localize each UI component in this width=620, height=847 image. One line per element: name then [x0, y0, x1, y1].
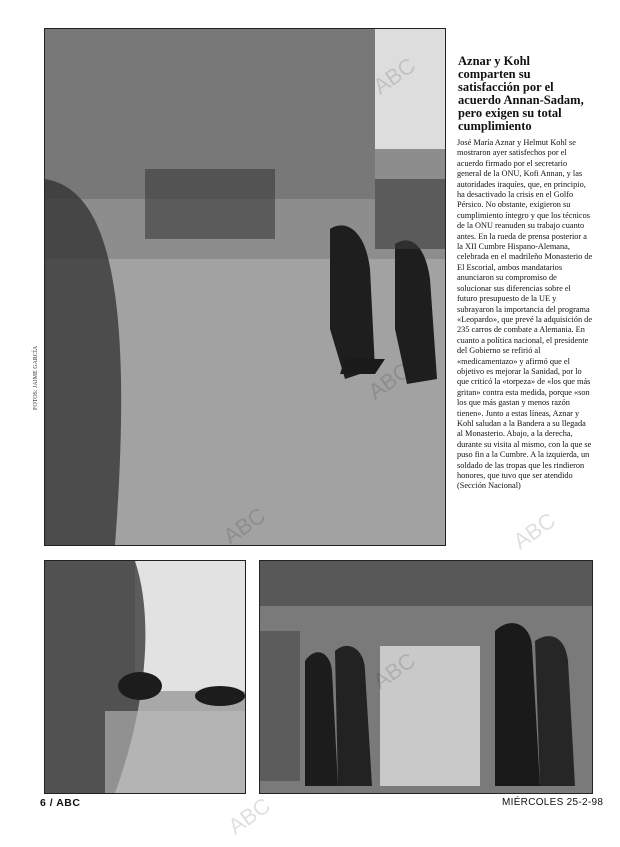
photo-credit: FOTOS: JAIME GARCÍA: [33, 345, 39, 410]
page-number: 6 / ABC: [40, 797, 81, 809]
main-photo: [44, 28, 446, 546]
soldier-photo-scene: [45, 561, 245, 793]
issue-date: MIÉRCOLES 25-2-98: [502, 797, 604, 808]
monastery-visit-photo: [259, 560, 593, 794]
monastery-photo-scene: [260, 561, 592, 793]
article-headline: Aznar y Kohl comparten su satisfacción por el acuerdo Annan-Sadam, pero exigen su total cumplimiento: [458, 54, 584, 133]
watermark-5: ABC: [223, 792, 275, 840]
soldier-photo: [44, 560, 246, 794]
watermark-3: ABC: [508, 507, 560, 555]
article-body: José María Aznar y Helmut Kohl se mostraron ayer satisfechos por el acuerdo firmado por el secretario general de la ONU, Kofi Annan, y las autoridades iraquíes, que, en principio, ha desactivado la crisis en el Golfo Pérsico. No obstante, exigieron su cumplimiento íntegro y que los técnicos de la ONU reanuden su trabajo cuanto antes. En la rueda de prensa posterior a la XII Cumbre Hispano-Alemana, celebrada en el madrileño Monasterio de El Escorial, ambos mandatarios anunciaron su compromiso de solucionar sus diferencias sobre el futuro presupuesto de la UE y subrayaron la importancia del programa «Leopardo», que prevé la adquisición de 235 carros de combate a Alemania. En cuanto a política nacional, el presidente del Gobierno se refirió al «medicamentazo» y afirmó que el objetivo es mejorar la Sanidad, por lo que criticó la «torpeza» de «los que más gritan» contra esta medida, porque «son los que más gastan y menos razón tienen». Junto a estas líneas, Aznar y Kohl saludan a la Bandera a su llegada al Monasterio. Abajo, a la derecha, durante su visita al mismo, con la que se puso fin a la Cumbre. A la izquierda, un soldado de las tropas que les rindieron honores, que tuvo que ser atendido (Sección Nacional): [457, 138, 593, 491]
main-photo-scene: [45, 29, 445, 545]
